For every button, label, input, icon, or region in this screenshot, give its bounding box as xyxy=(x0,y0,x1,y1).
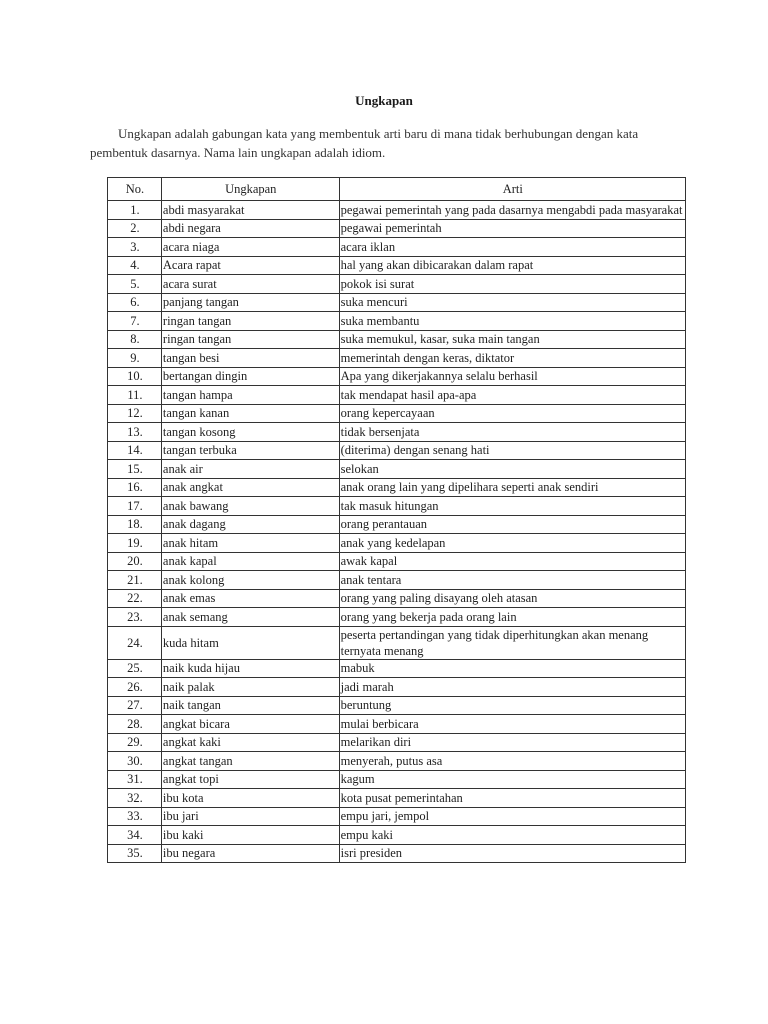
table-row xyxy=(108,789,686,808)
intro-paragraph xyxy=(90,124,690,162)
cell-arti: pegawai pemerintah xyxy=(339,219,685,238)
cell-arti: anak yang kedelapan xyxy=(339,534,685,553)
cell-ungkapan: angkat tangan xyxy=(161,752,339,771)
cell-arti: melarikan diri xyxy=(339,733,685,752)
table-row xyxy=(108,404,686,423)
cell-ungkapan: anak angkat xyxy=(161,478,339,497)
cell-arti: acara iklan xyxy=(339,238,685,257)
table-row xyxy=(108,423,686,442)
cell-number: 34. xyxy=(108,826,162,845)
table-row xyxy=(108,497,686,516)
cell-arti: isri presiden xyxy=(339,844,685,863)
table-row xyxy=(108,349,686,368)
cell-arti: orang yang bekerja pada orang lain xyxy=(339,608,685,627)
cell-number: 29. xyxy=(108,733,162,752)
cell-ungkapan: bertangan dingin xyxy=(161,367,339,386)
cell-number: 23. xyxy=(108,608,162,627)
cell-ungkapan: Acara rapat xyxy=(161,256,339,275)
intro-text: Ungkapan adalah gabungan kata yang membentuk arti baru di mana tidak berhubungan dengan kata pembentuk dasarnya. Nama lain ungkapan adalah idiom. xyxy=(90,126,639,160)
cell-ungkapan: tangan kanan xyxy=(161,404,339,423)
cell-arti: anak tentara xyxy=(339,571,685,590)
table-row xyxy=(108,238,686,257)
cell-arti: mabuk xyxy=(339,659,685,678)
cell-ungkapan: panjang tangan xyxy=(161,293,339,312)
cell-arti: suka membantu xyxy=(339,312,685,331)
header-ungkapan: Ungkapan xyxy=(161,178,339,201)
cell-ungkapan: ibu negara xyxy=(161,844,339,863)
cell-ungkapan: angkat topi xyxy=(161,770,339,789)
cell-number: 17. xyxy=(108,497,162,516)
cell-ungkapan: kuda hitam xyxy=(161,626,339,659)
cell-number: 5. xyxy=(108,275,162,294)
cell-ungkapan: ringan tangan xyxy=(161,330,339,349)
cell-ungkapan: anak bawang xyxy=(161,497,339,516)
cell-number: 10. xyxy=(108,367,162,386)
cell-number: 8. xyxy=(108,330,162,349)
cell-ungkapan: anak kolong xyxy=(161,571,339,590)
table-row xyxy=(108,534,686,553)
cell-arti: empu jari, jempol xyxy=(339,807,685,826)
cell-arti: menyerah, putus asa xyxy=(339,752,685,771)
cell-arti: suka memukul, kasar, suka main tangan xyxy=(339,330,685,349)
cell-ungkapan: angkat bicara xyxy=(161,715,339,734)
table-row xyxy=(108,807,686,826)
cell-ungkapan: anak dagang xyxy=(161,515,339,534)
table-row xyxy=(108,219,686,238)
cell-arti: kagum xyxy=(339,770,685,789)
cell-ungkapan: tangan terbuka xyxy=(161,441,339,460)
cell-number: 20. xyxy=(108,552,162,571)
cell-number: 30. xyxy=(108,752,162,771)
cell-ungkapan: abdi negara xyxy=(161,219,339,238)
cell-number: 2. xyxy=(108,219,162,238)
cell-arti: peserta pertandingan yang tidak diperhitungkan akan menang ternyata menang xyxy=(339,626,685,659)
table-row xyxy=(108,733,686,752)
cell-ungkapan: ibu kaki xyxy=(161,826,339,845)
cell-number: 33. xyxy=(108,807,162,826)
cell-number: 26. xyxy=(108,678,162,697)
cell-number: 1. xyxy=(108,201,162,220)
cell-number: 18. xyxy=(108,515,162,534)
cell-arti: pokok isi surat xyxy=(339,275,685,294)
cell-ungkapan: ringan tangan xyxy=(161,312,339,331)
table-row xyxy=(108,571,686,590)
cell-arti: empu kaki xyxy=(339,826,685,845)
table-row xyxy=(108,386,686,405)
cell-ungkapan: anak air xyxy=(161,460,339,479)
table-row xyxy=(108,608,686,627)
table-row xyxy=(108,659,686,678)
cell-ungkapan: tangan hampa xyxy=(161,386,339,405)
cell-ungkapan: anak semang xyxy=(161,608,339,627)
cell-ungkapan: acara surat xyxy=(161,275,339,294)
header-no: No. xyxy=(108,178,162,201)
cell-number: 6. xyxy=(108,293,162,312)
cell-ungkapan: anak emas xyxy=(161,589,339,608)
cell-ungkapan: ibu kota xyxy=(161,789,339,808)
table-row xyxy=(108,752,686,771)
table-row xyxy=(108,275,686,294)
cell-ungkapan: anak hitam xyxy=(161,534,339,553)
cell-number: 35. xyxy=(108,844,162,863)
idiom-table xyxy=(107,177,686,863)
cell-number: 3. xyxy=(108,238,162,257)
cell-number: 27. xyxy=(108,696,162,715)
cell-number: 11. xyxy=(108,386,162,405)
cell-ungkapan: naik palak xyxy=(161,678,339,697)
cell-number: 28. xyxy=(108,715,162,734)
cell-ungkapan: tangan kosong xyxy=(161,423,339,442)
cell-arti: beruntung xyxy=(339,696,685,715)
cell-ungkapan: abdi masyarakat xyxy=(161,201,339,220)
table-row xyxy=(108,515,686,534)
table-row xyxy=(108,552,686,571)
cell-arti: awak kapal xyxy=(339,552,685,571)
table-row xyxy=(108,441,686,460)
cell-arti: memerintah dengan keras, diktator xyxy=(339,349,685,368)
cell-arti: pegawai pemerintah yang pada dasarnya mengabdi pada masyarakat xyxy=(339,201,685,220)
cell-arti: Apa yang dikerjakannya selalu berhasil xyxy=(339,367,685,386)
cell-ungkapan: angkat kaki xyxy=(161,733,339,752)
document-title: Ungkapan xyxy=(355,93,413,108)
table-row xyxy=(108,715,686,734)
cell-number: 9. xyxy=(108,349,162,368)
cell-arti: orang yang paling disayang oleh atasan xyxy=(339,589,685,608)
cell-arti: hal yang akan dibicarakan dalam rapat xyxy=(339,256,685,275)
table-row xyxy=(108,293,686,312)
cell-ungkapan: naik tangan xyxy=(161,696,339,715)
cell-ungkapan: acara niaga xyxy=(161,238,339,257)
table-row xyxy=(108,626,686,659)
cell-arti: (diterima) dengan senang hati xyxy=(339,441,685,460)
table-row xyxy=(108,696,686,715)
table-body xyxy=(108,201,686,863)
table-row xyxy=(108,844,686,863)
cell-number: 21. xyxy=(108,571,162,590)
cell-number: 19. xyxy=(108,534,162,553)
table-row xyxy=(108,478,686,497)
cell-number: 4. xyxy=(108,256,162,275)
cell-ungkapan: anak kapal xyxy=(161,552,339,571)
cell-arti: tak mendapat hasil apa-apa xyxy=(339,386,685,405)
cell-ungkapan: tangan besi xyxy=(161,349,339,368)
cell-number: 22. xyxy=(108,589,162,608)
cell-arti: mulai berbicara xyxy=(339,715,685,734)
table-row xyxy=(108,330,686,349)
cell-number: 25. xyxy=(108,659,162,678)
cell-arti: selokan xyxy=(339,460,685,479)
table-row xyxy=(108,460,686,479)
cell-arti: kota pusat pemerintahan xyxy=(339,789,685,808)
table-header-row xyxy=(108,178,686,201)
cell-arti: orang kepercayaan xyxy=(339,404,685,423)
cell-number: 24. xyxy=(108,626,162,659)
cell-number: 15. xyxy=(108,460,162,479)
cell-arti: tidak bersenjata xyxy=(339,423,685,442)
table-row xyxy=(108,312,686,331)
cell-number: 32. xyxy=(108,789,162,808)
cell-ungkapan: naik kuda hijau xyxy=(161,659,339,678)
cell-arti: suka mencuri xyxy=(339,293,685,312)
cell-ungkapan: ibu jari xyxy=(161,807,339,826)
table-row xyxy=(108,770,686,789)
table-row xyxy=(108,201,686,220)
cell-number: 14. xyxy=(108,441,162,460)
table-row xyxy=(108,589,686,608)
cell-number: 12. xyxy=(108,404,162,423)
cell-arti: tak masuk hitungan xyxy=(339,497,685,516)
header-arti: Arti xyxy=(339,178,685,201)
cell-number: 7. xyxy=(108,312,162,331)
table-row xyxy=(108,826,686,845)
cell-number: 13. xyxy=(108,423,162,442)
cell-arti: orang perantauan xyxy=(339,515,685,534)
cell-number: 16. xyxy=(108,478,162,497)
cell-number: 31. xyxy=(108,770,162,789)
table-row xyxy=(108,678,686,697)
cell-arti: jadi marah xyxy=(339,678,685,697)
table-row xyxy=(108,256,686,275)
table-row xyxy=(108,367,686,386)
cell-arti: anak orang lain yang dipelihara seperti anak sendiri xyxy=(339,478,685,497)
